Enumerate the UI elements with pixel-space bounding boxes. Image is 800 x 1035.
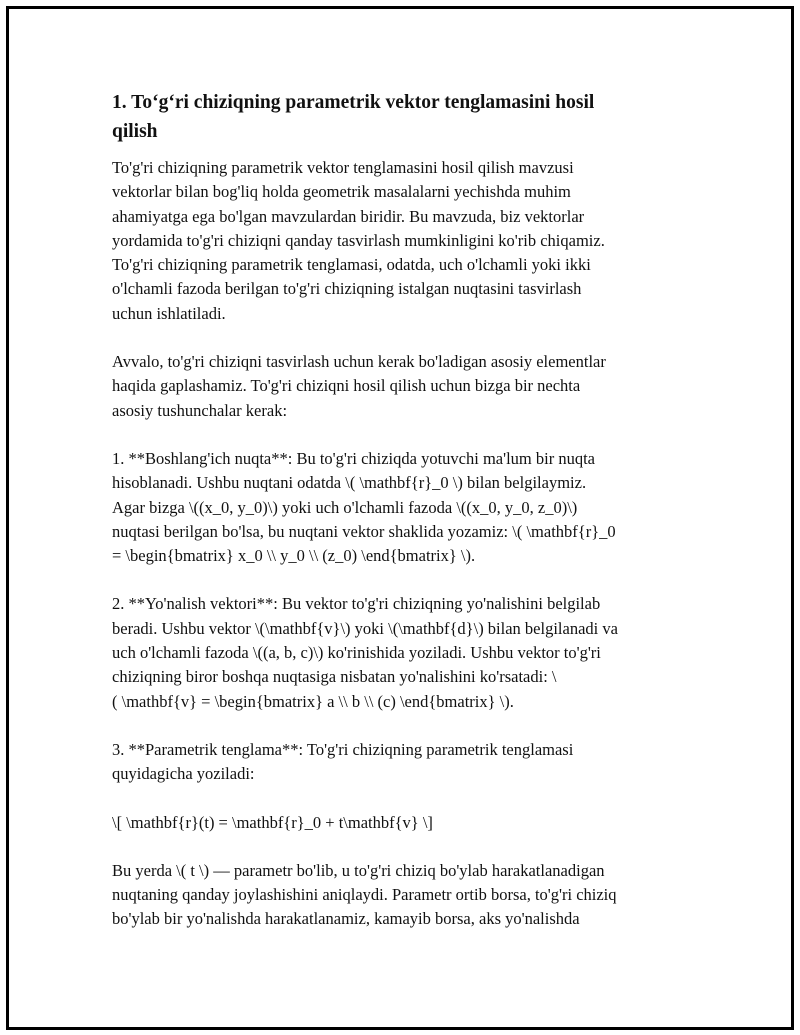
paragraph-parameter-explanation: Bu yerda \( t \) — parametr bo'lib, u to'g'ri chiziq bo'ylab harakatlanadigan nuqtaning qanday joylashishini aniqlaydi. Parametr ortib borsa, to'g'ri chiziq bo'ylab bir yo'nalishda harakatlanamiz, kamayib borsa, aks yo'nalishda bbox=[112, 860, 617, 929]
paragraph-parametric-equation: 3. **Parametrik tenglama**: To'g'ri chiziqning parametrik tenglamasi quyidagicha yoziladi: bbox=[112, 739, 574, 784]
paragraph-intro: To'g'ri chiziqning parametrik vektor tenglamasini hosil qilish mavzusi vektorlar bilan bog'liq holda geometrik masalalarni yechishda muhim ahamiyatga ega bo'lgan mavzulardan biridir. Bu mavzuda, biz vektorlar yordamida to'g'ri chiziqni qanday tasvirlash mumkinligini ko'rib chiqamiz. To'g'ri chiziqning parametrik tenglamasi, odatda, uch o'lchamli yoki ikki o'lchamli fazoda berilgan to'g'ri chiziqning istalgan nuqtasini tasvirlash uchun ishlatiladi. bbox=[112, 158, 605, 323]
section-heading: 1. To‘g‘ri chiziqning parametrik vektor tenglamasini hosil qilish bbox=[112, 92, 595, 142]
equation-line: \[ \mathbf{r}(t) = \mathbf{r}_0 + t\mathbf{v} \] bbox=[112, 812, 433, 832]
document-body bbox=[112, 88, 687, 956]
paragraph-starting-point: 1. **Boshlang'ich nuqta**: Bu to'g'ri chiziqda yotuvchi ma'lum bir nuqta hisoblanadi. Ushbu nuqtani odatda \( \mathbf{r}_0 \) bilan belgilaymiz. Agar bizga \((x_0, y_0)\) yoki uch o'lchamli fazoda \((x_0, y_0, z_0)\) nuqtasi berilgan bo'lsa, bu nuqtani vektor shaklida yozamiz: \( \mathbf{r}_0 = \begin{bmatrix} x_0 \\ y_0 \\ (z_0) \end{bmatrix} \). bbox=[112, 448, 616, 566]
paragraph-elements: Avvalo, to'g'ri chiziqni tasvirlash uchun kerak bo'ladigan asosiy elementlar haqida gaplashamiz. To'g'ri chiziqni hosil qilish uchun bizga bir nechta asosiy tushunchalar kerak: bbox=[112, 352, 606, 420]
paragraph-direction-vector: 2. **Yo'nalish vektori**: Bu vektor to'g'ri chiziqning yo'nalishini belgilab beradi. Ushbu vektor \(\mathbf{v}\) yoki \(\mathbf{d}\) bilan belgilanadi va uch o'lchamli fazoda \((a, b, c)\) ko'rinishida yoziladi. Ushbu vektor to'g'ri chiziqning biror boshqa nuqtasiga nisbatan yo'nalishini ko'rsatadi: \ ( \mathbf{v} = \begin{bmatrix} a \\ b \\ (c) \end{bmatrix} \). bbox=[112, 594, 618, 711]
